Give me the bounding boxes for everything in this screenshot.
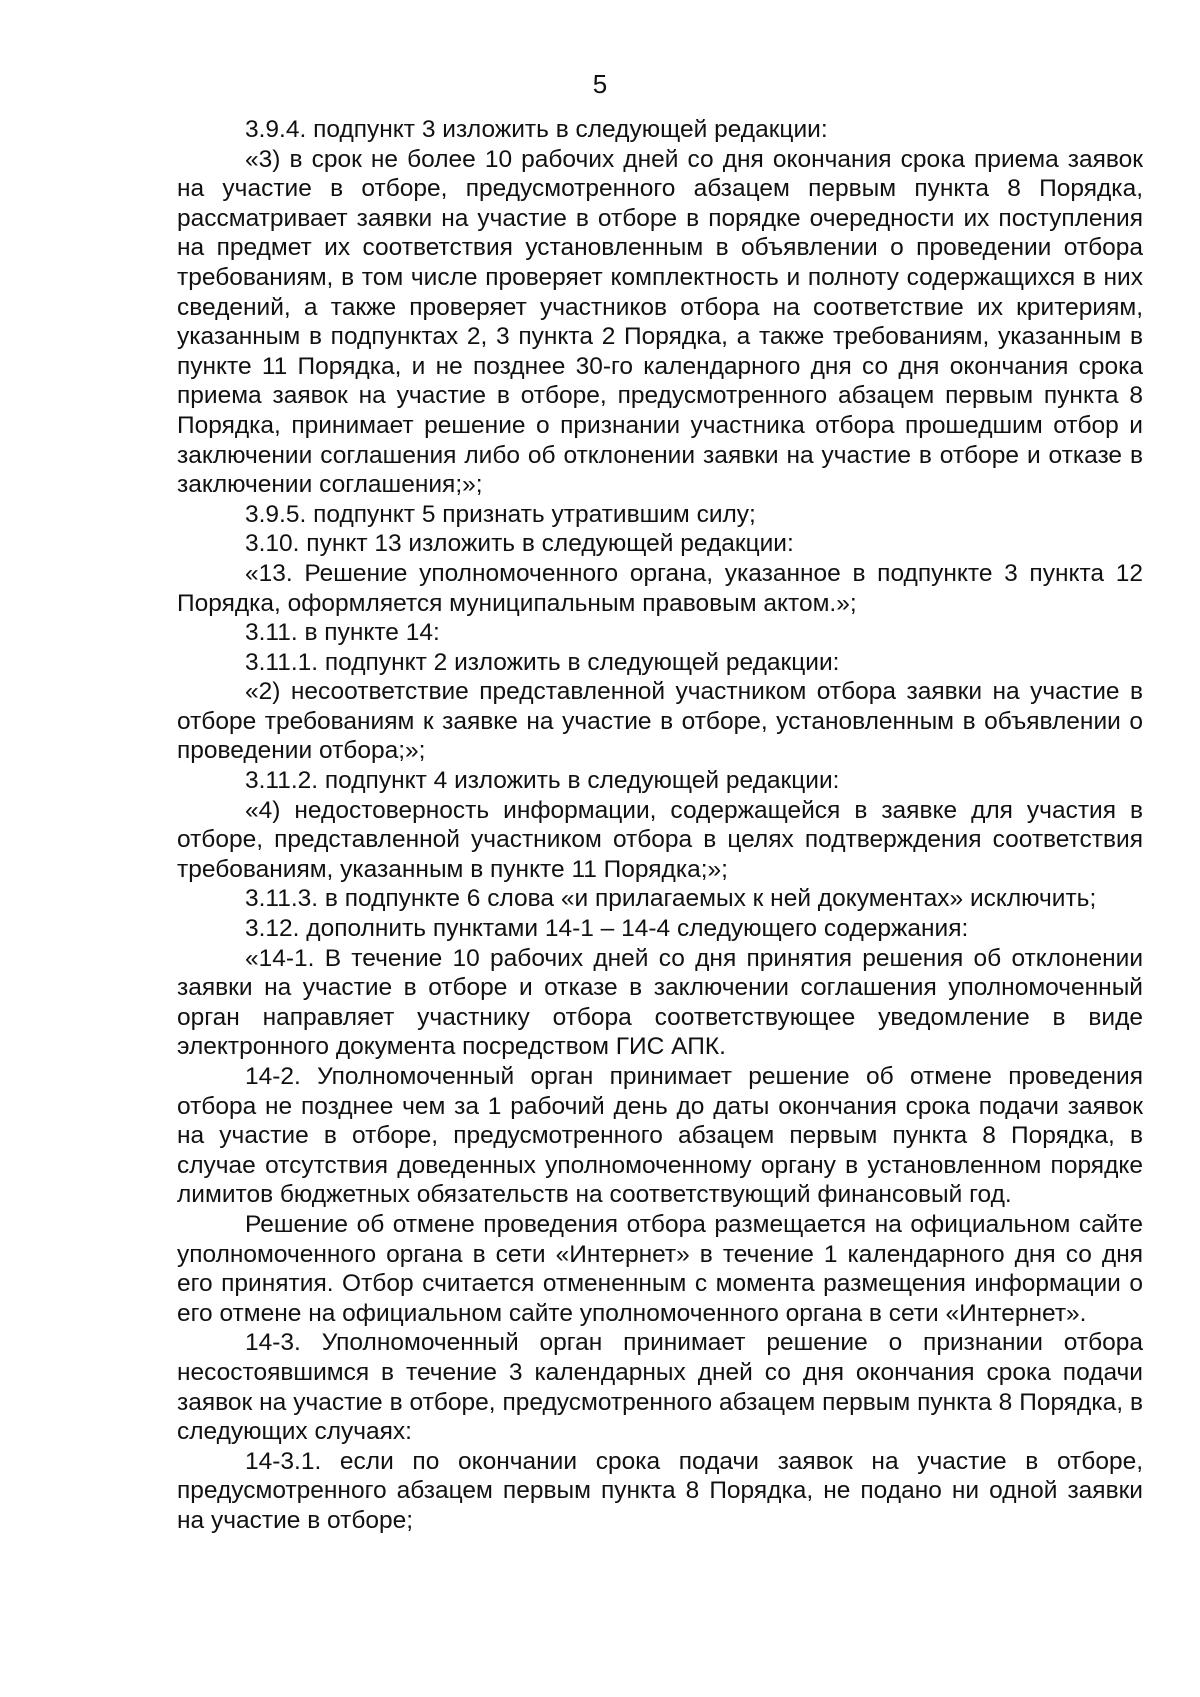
paragraph: Решение об отмене проведения отбора размещается на официальном сайте уполномоченного органа в сети «Интернет» в течение 1 календарного дня со дня его принятия. Отбор считается отмененным с момента размещения информации о его отмене на официальном сайте уполномоченного органа в сети «Интернет». bbox=[177, 1210, 1143, 1327]
paragraph: 3.11.2. подпункт 4 изложить в следующей редакции: bbox=[245, 767, 840, 795]
paragraph: 3.11. в пункте 14: bbox=[245, 619, 440, 647]
paragraph: 3.12. дополнить пунктами 14-1 – 14-4 следующего содержания: bbox=[245, 915, 969, 943]
paragraph: 14-3.1. если по окончании срока подачи заявок на участие в отборе, предусмотренного абзацем первым пункта 8 Порядка, не подано ни одной заявки на участие в отборе; bbox=[177, 1447, 1143, 1534]
paragraph: 14-3. Уполномоченный орган принимает решение о признании отбора несостоявшимся в течение 3 календарных дней со дня окончания срока подачи заявок на участие в отборе, предусмотренного абзацем первым пункта 8 Порядка, в следующих случаях: bbox=[177, 1329, 1143, 1446]
paragraph: «3) в срок не более 10 рабочих дней со дня окончания срока приема заявок на участие в отборе, предусмотренного абзацем первым пункта 8 Порядка, рассматривает заявки на участие в отборе в порядке очередности их поступления на предмет их соответствия установленным в объявлении о проведении отбора требованиям, в том числе проверяет комплектность и полноту содержащихся в них сведений, а также проверяет участников отбора на соответствие их критериям, указанным в подпунктах 2, 3 пункта 2 Порядка, а также требованиям, указанным в пункте 11 Порядка, и не позднее 30-го календарного дня со дня окончания срока приема заявок на участие в отборе, предусмотренного абзацем первым пункта 8 Порядка, принимает решение о признании участника отбора прошедшим отбор и заключении соглашения либо об отклонении заявки на участие в отборе и отказе в заключении соглашения;»; bbox=[177, 145, 1143, 499]
document-body bbox=[177, 115, 1143, 1536]
paragraph: 3.9.5. подпункт 5 признать утратившим силу; bbox=[245, 500, 756, 528]
paragraph: «14-1. В течение 10 рабочих дней со дня принятия решения об отклонении заявки на участие в отборе и отказе в заключении соглашения уполномоченный орган направляет участнику отбора соответствующее уведомление в виде электронного документа посредством ГИС АПК. bbox=[177, 944, 1143, 1061]
paragraph: 3.9.4. подпункт 3 изложить в следующей редакции: bbox=[245, 116, 828, 143]
paragraph: 3.10. пункт 13 изложить в следующей редакции: bbox=[245, 530, 794, 558]
paragraph: 14-2. Уполномоченный орган принимает решение об отмене проведения отбора не позднее чем за 1 рабочий день до даты окончания срока подачи заявок на участие в отборе, предусмотренного абзацем первым пункта 8 Порядка, в случае отсутствия доведенных уполномоченному органу в установленном порядке лимитов бюджетных обязательств на соответствующий финансовый год. bbox=[177, 1063, 1143, 1209]
paragraph: 3.11.1. подпункт 2 изложить в следующей редакции: bbox=[245, 648, 840, 676]
paragraph: «13. Решение уполномоченного органа, указанное в подпункте 3 пункта 12 Порядка, оформляется муниципальным правовым актом.»; bbox=[177, 559, 1143, 617]
paragraph: «4) недостоверность информации, содержащейся в заявке для участия в отборе, представленной участником отбора в целях подтверждения соответствия требованиям, указанным в пункте 11 Порядка;»; bbox=[177, 796, 1143, 883]
page-number: 5 bbox=[592, 69, 608, 99]
paragraph: 3.11.3. в подпункте 6 слова «и прилагаемых к ней документах» исключить; bbox=[245, 885, 1097, 913]
paragraph: «2) несоответствие представленной участником отбора заявки на участие в отборе требованиям к заявке на участие в отборе, установленным в объявлении о проведении отбора;»; bbox=[177, 678, 1143, 765]
